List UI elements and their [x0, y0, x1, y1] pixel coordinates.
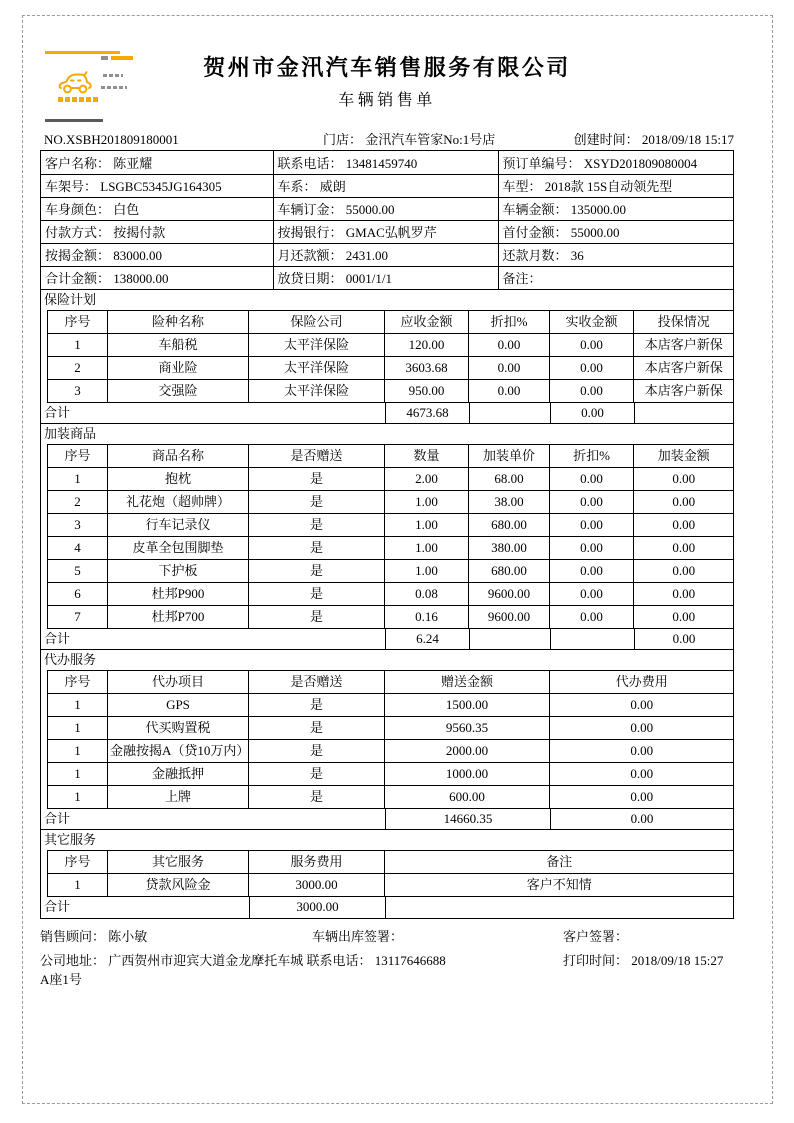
customer-info-row — [41, 174, 733, 197]
info-cell: 月还款额： 2431.00 — [273, 243, 498, 266]
cell: 1.00 — [385, 513, 469, 536]
column-header: 加装单价 — [469, 444, 550, 467]
cell: 2.00 — [385, 467, 469, 490]
print-time: 打印时间： 2018/09/18 15:27 — [563, 952, 724, 968]
info-cell: 车辆订金： 55000.00 — [273, 197, 498, 220]
column-header: 数量 — [385, 444, 469, 467]
cell: 是 — [249, 582, 385, 605]
cell: 1500.00 — [385, 693, 550, 716]
cell: 68.00 — [469, 467, 550, 490]
cell: 3 — [48, 513, 108, 536]
column-header: 险种名称 — [108, 310, 249, 333]
company-address: 公司地址： 广西贺州市迎宾大道金龙摩托车城 联系电话： 13117646688 — [40, 952, 446, 968]
cell: 0.00 — [550, 605, 634, 628]
column-header: 序号 — [48, 850, 108, 873]
column-header: 是否赠送 — [249, 670, 385, 693]
total-cell — [550, 629, 634, 649]
info-cell: 客户名称： 陈亚耀 — [41, 151, 273, 174]
cell: 抱枕 — [108, 467, 249, 490]
cell: 6 — [48, 582, 108, 605]
cell: 0.00 — [550, 785, 734, 808]
cell: 1 — [48, 467, 108, 490]
company-address-line2: A座1号 — [40, 971, 82, 987]
created-time: 创建时间： 2018/09/18 15:17 — [573, 132, 734, 147]
addons-row — [48, 467, 734, 490]
total-cell: 0.00 — [550, 403, 634, 423]
agency-row — [48, 693, 734, 716]
addons-table — [47, 444, 734, 629]
total-cell: 6.24 — [385, 629, 469, 649]
cell: 0.00 — [469, 333, 550, 356]
logo-fine-print — [101, 86, 127, 89]
other-services-table — [47, 850, 734, 897]
cell: 是 — [249, 785, 385, 808]
cell: 0.00 — [550, 716, 734, 739]
cell: 0.00 — [550, 536, 634, 559]
cell: 9560.35 — [385, 716, 550, 739]
cell: 950.00 — [385, 379, 469, 402]
customer-info-row — [41, 197, 733, 220]
column-header: 序号 — [48, 444, 108, 467]
cell: 车船税 — [108, 333, 249, 356]
cell: 0.00 — [550, 379, 634, 402]
logo-accent-rule — [45, 51, 120, 54]
section-title-insurance: 保险计划 — [44, 291, 97, 307]
agency-header-row — [48, 670, 734, 693]
agency-row — [48, 762, 734, 785]
addons-total-row — [41, 629, 733, 650]
cell: 9600.00 — [469, 605, 550, 628]
column-header: 赠送金额 — [385, 670, 550, 693]
info-cell: 按揭金额： 83000.00 — [41, 243, 273, 266]
cell: 0.00 — [634, 490, 734, 513]
cell: 0.00 — [634, 605, 734, 628]
address-row — [40, 951, 734, 971]
section-title-other-services: 其它服务 — [44, 831, 97, 847]
cell: 是 — [249, 693, 385, 716]
other-services-header-row — [48, 850, 734, 873]
cell: 0.00 — [469, 356, 550, 379]
cell: 5 — [48, 559, 108, 582]
section-title-agency: 代办服务 — [44, 651, 97, 667]
info-cell: 放贷日期： 0001/1/1 — [273, 266, 498, 289]
info-cell: 车系： 威朗 — [273, 174, 498, 197]
insurance-table — [47, 310, 734, 403]
addons-row — [48, 536, 734, 559]
cell: 1.00 — [385, 490, 469, 513]
signature-row — [40, 927, 734, 947]
info-cell: 车辆金额： 135000.00 — [498, 197, 733, 220]
column-header: 应收金额 — [385, 310, 469, 333]
cell: 680.00 — [469, 559, 550, 582]
sales-advisor: 销售顾问： 陈小敏 — [40, 928, 148, 944]
cell: 0.00 — [634, 467, 734, 490]
agency-total-row — [41, 809, 733, 830]
total-cell — [469, 629, 550, 649]
cell: 380.00 — [469, 536, 550, 559]
cell: 0.00 — [634, 513, 734, 536]
cell: 2000.00 — [385, 739, 550, 762]
cell: 0.00 — [550, 739, 734, 762]
cell: 交强险 — [108, 379, 249, 402]
total-cell: 14660.35 — [385, 809, 550, 829]
cell: 1 — [48, 873, 108, 896]
column-header: 代办费用 — [550, 670, 734, 693]
cell: 是 — [249, 739, 385, 762]
column-header: 代办项目 — [108, 670, 249, 693]
cell: 3 — [48, 379, 108, 402]
agency-row — [48, 716, 734, 739]
column-header: 加装金额 — [634, 444, 734, 467]
addons-header-row — [48, 444, 734, 467]
company-name-title: 贺州市金汛汽车销售服务有限公司 — [203, 55, 571, 80]
cell: 0.00 — [550, 333, 634, 356]
agency-row — [48, 739, 734, 762]
cell: 客户不知情 — [385, 873, 734, 896]
cell: 金融抵押 — [108, 762, 249, 785]
cell: 0.00 — [634, 582, 734, 605]
column-header: 折扣% — [469, 310, 550, 333]
cell: 0.00 — [550, 559, 634, 582]
cell: 是 — [249, 490, 385, 513]
insurance-row — [48, 379, 734, 402]
cell: 是 — [249, 467, 385, 490]
logo-wordmark — [58, 97, 100, 102]
total-label: 合计 — [44, 404, 71, 420]
store-name: 门店： 金汛汽车管家No:1号店 — [323, 132, 496, 147]
info-cell: 车身颜色： 白色 — [41, 197, 273, 220]
info-cell: 付款方式： 按揭付款 — [41, 220, 273, 243]
cell: 680.00 — [469, 513, 550, 536]
cell: 代买购置税 — [108, 716, 249, 739]
column-header: 是否赠送 — [249, 444, 385, 467]
column-header: 保险公司 — [249, 310, 385, 333]
logo-fine-print — [103, 74, 123, 77]
customer-info-row — [41, 243, 733, 266]
cell: 礼花炮（超帅牌） — [108, 490, 249, 513]
column-header: 商品名称 — [108, 444, 249, 467]
company-logo — [45, 48, 165, 126]
document-content — [40, 0, 734, 989]
info-cell: 车架号： LSGBC5345JG164305 — [41, 174, 273, 197]
insurance-row — [48, 356, 734, 379]
addons-row — [48, 513, 734, 536]
logo-fine-print — [101, 56, 133, 60]
cell: 2 — [48, 356, 108, 379]
cell: 0.08 — [385, 582, 469, 605]
cell: 贷款风险金 — [108, 873, 249, 896]
order-number: NO.XSBH201809180001 — [44, 132, 179, 147]
total-label: 合计 — [44, 630, 71, 646]
total-cell: 0.00 — [634, 629, 733, 649]
customer-signature-label: 客户签署： — [563, 928, 629, 944]
column-header: 备注 — [385, 850, 734, 873]
cell: 0.00 — [550, 513, 634, 536]
info-cell: 首付金额： 55000.00 — [498, 220, 733, 243]
column-header: 其它服务 — [108, 850, 249, 873]
cell: 0.00 — [634, 559, 734, 582]
addons-row — [48, 605, 734, 628]
cell: 本店客户新保 — [634, 333, 734, 356]
customer-info-row — [41, 266, 733, 289]
cell: 1 — [48, 739, 108, 762]
addons-row — [48, 490, 734, 513]
cell: 是 — [249, 716, 385, 739]
addons-row — [48, 582, 734, 605]
cell: 3603.68 — [385, 356, 469, 379]
vehicle-outbound-signature-label: 车辆出库签署： — [312, 928, 404, 944]
cell: 4 — [48, 536, 108, 559]
cell: 1 — [48, 333, 108, 356]
cell: 杜邦P700 — [108, 605, 249, 628]
total-label: 合计 — [44, 810, 71, 826]
cell: 下护板 — [108, 559, 249, 582]
cell: 1.00 — [385, 536, 469, 559]
total-cell — [385, 897, 733, 918]
column-header: 序号 — [48, 310, 108, 333]
info-cell: 预订单编号： XSYD201809080004 — [498, 151, 733, 174]
cell: 600.00 — [385, 785, 550, 808]
cell: 0.00 — [550, 356, 634, 379]
column-header: 投保情况 — [634, 310, 734, 333]
cell: 0.00 — [550, 762, 734, 785]
cell: 杜邦P900 — [108, 582, 249, 605]
info-cell: 还款月数： 36 — [498, 243, 733, 266]
cell: 商业险 — [108, 356, 249, 379]
cell: 金融按揭A（贷10万内） — [108, 739, 249, 762]
cell: 太平洋保险 — [249, 356, 385, 379]
cell: 0.16 — [385, 605, 469, 628]
total-cell: 3000.00 — [249, 897, 385, 918]
customer-info-table — [41, 151, 733, 290]
insurance-header-row — [48, 310, 734, 333]
cell: 本店客户新保 — [634, 356, 734, 379]
cell: 是 — [249, 605, 385, 628]
total-cell — [634, 403, 733, 423]
cell: 120.00 — [385, 333, 469, 356]
cell: 是 — [249, 513, 385, 536]
total-cell: 4673.68 — [385, 403, 469, 423]
cell: 1 — [48, 716, 108, 739]
other-services-total-row — [41, 897, 733, 918]
document-title: 车辆销售单 — [338, 92, 436, 109]
column-header: 折扣% — [550, 444, 634, 467]
order-meta-line — [40, 129, 734, 148]
total-cell — [469, 403, 550, 423]
cell: 本店客户新保 — [634, 379, 734, 402]
column-header: 序号 — [48, 670, 108, 693]
cell: 是 — [249, 536, 385, 559]
insurance-total-row — [41, 403, 733, 424]
cell: 皮革全包围脚垫 — [108, 536, 249, 559]
cell: 太平洋保险 — [249, 379, 385, 402]
cell: 1 — [48, 785, 108, 808]
cell: 0.00 — [550, 693, 734, 716]
cell: 0.00 — [550, 467, 634, 490]
column-header: 服务费用 — [249, 850, 385, 873]
cell: 是 — [249, 762, 385, 785]
logo-dark-rule — [45, 119, 103, 122]
cell: 行车记录仪 — [108, 513, 249, 536]
cell: 1.00 — [385, 559, 469, 582]
cell: GPS — [108, 693, 249, 716]
addons-row — [48, 559, 734, 582]
cell: 太平洋保险 — [249, 333, 385, 356]
agency-table — [47, 670, 734, 809]
cell: 2 — [48, 490, 108, 513]
cell: 38.00 — [469, 490, 550, 513]
cell: 1 — [48, 762, 108, 785]
cell: 3000.00 — [249, 873, 385, 896]
cell: 1000.00 — [385, 762, 550, 785]
cell: 1 — [48, 693, 108, 716]
agency-row — [48, 785, 734, 808]
cell: 0.00 — [634, 536, 734, 559]
customer-info-row — [41, 220, 733, 243]
cell: 0.00 — [469, 379, 550, 402]
insurance-row — [48, 333, 734, 356]
sales-order-table — [40, 150, 734, 919]
cell: 0.00 — [550, 582, 634, 605]
info-cell: 联系电话： 13481459740 — [273, 151, 498, 174]
cell: 7 — [48, 605, 108, 628]
other-services-row — [48, 873, 734, 896]
cell: 0.00 — [550, 490, 634, 513]
info-cell: 备注： — [498, 266, 733, 289]
cell: 是 — [249, 559, 385, 582]
customer-info-row — [41, 151, 733, 174]
cell: 上牌 — [108, 785, 249, 808]
info-cell: 按揭银行： GMAC弘帆罗芹 — [273, 220, 498, 243]
total-cell: 0.00 — [550, 809, 733, 829]
total-label: 合计 — [44, 898, 71, 914]
column-header: 实收金额 — [550, 310, 634, 333]
section-title-addons: 加装商品 — [44, 425, 97, 441]
info-cell: 车型： 2018款 15S自动领先型 — [498, 174, 733, 197]
info-cell: 合计金额： 138000.00 — [41, 266, 273, 289]
cell: 9600.00 — [469, 582, 550, 605]
